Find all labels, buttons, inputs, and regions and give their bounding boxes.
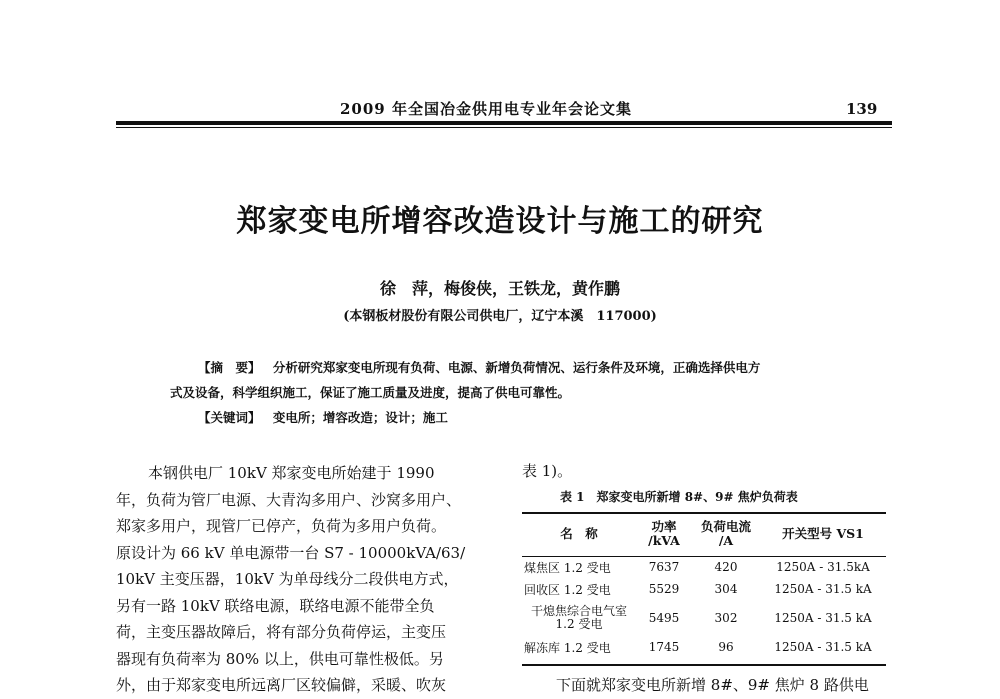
- cell-power: 5529: [648, 582, 680, 596]
- keywords-label: 【关键词】: [198, 410, 261, 425]
- body-line: 器现有负荷率为 80% 以上，供电可靠性极低。另: [116, 649, 444, 668]
- author-list: 徐 萍，梅俊侠，王铁龙，黄作鹏: [379, 279, 620, 298]
- table-row: [522, 636, 886, 658]
- header-power: 功率 /kVA: [648, 519, 680, 548]
- table-caption: 表 1 郑家变电所新增 8#、9# 焦炉负荷表: [560, 490, 798, 504]
- body-line: 本钢供电厂 10kV 郑家变电所始建于 1990: [148, 464, 435, 482]
- abstract-label: 【摘 要】: [198, 360, 261, 375]
- abstract-text-1: 分析研究郑家变电所现有负荷、电源、新增负荷情况、运行条件及环境，正确选择供电方: [272, 360, 761, 375]
- header-switch: 开关型号 VS1: [782, 526, 864, 541]
- cell-switch: 1250A - 31.5 kA: [774, 582, 872, 596]
- header-name: 名 称: [560, 526, 598, 541]
- table-row: [522, 556, 886, 578]
- abstract-line-1: [198, 358, 760, 376]
- keywords-line: [198, 408, 448, 426]
- cell-name: 回收区 1.2 受电: [524, 582, 611, 597]
- body-line: 另有一路 10kV 联络电源，联络电源不能带全负: [116, 596, 435, 615]
- cell-current: 96: [718, 640, 734, 654]
- cell-name: 煤焦区 1.2 受电: [524, 560, 611, 575]
- keywords-text: 变电所；增容改造；设计；施工: [272, 410, 448, 425]
- cell-power: 7637: [648, 560, 680, 574]
- right-column-tail: 下面就郑家变电所新增 8#、9# 焦炉 8 路供电: [556, 676, 869, 694]
- table-bottom-rule: [522, 664, 886, 666]
- cell-power: 5495: [648, 611, 680, 625]
- body-line: 郑家多用户，现管厂已停产，负荷为多用户负荷。: [116, 517, 447, 535]
- body-column-left: [116, 460, 496, 699]
- body-line: 年，负荷为管厂电源、大青沟多用户、沙窝多用户、: [116, 490, 462, 509]
- body-line: 10kV 主变压器，10kV 为单母线分二段供电方式，: [116, 570, 459, 588]
- abstract-text-2: 式及设备，科学组织施工，保证了施工质量及进度，提高了供电可靠性。: [170, 385, 571, 400]
- cell-switch: 1250A - 31.5kA: [776, 560, 870, 574]
- load-table: [522, 512, 886, 658]
- table-reference: 表 1)。: [522, 462, 573, 480]
- article-title: 郑家变电所增容改造设计与施工的研究: [236, 204, 764, 239]
- header-rule-thin: [116, 127, 892, 128]
- cell-current: 302: [714, 611, 738, 625]
- affiliation: (本钢板材股份有限公司供电厂，辽宁本溪 117000): [343, 309, 657, 324]
- cell-switch: 1250A - 31.5 kA: [774, 611, 872, 625]
- cell-name: 干熄焦综合电气室 1.2 受电: [530, 604, 627, 631]
- body-line: 荷，主变压器故障后，将有部分负荷停运，主变压: [116, 623, 447, 641]
- running-header-title: 2009 年全国冶金供用电专业年会论文集: [340, 100, 632, 118]
- cell-current: 420: [714, 560, 738, 574]
- cell-name: 解冻库 1.2 受电: [524, 640, 611, 655]
- cell-current: 304: [714, 582, 738, 596]
- cell-power: 1745: [648, 640, 680, 654]
- page-number: 139: [846, 100, 878, 118]
- header-current: 负荷电流 /A: [700, 519, 751, 548]
- header-rule-thick: [116, 121, 892, 125]
- body-line: 原设计为 66 kV 单电源带一台 S7 - 10000kVA/63/: [116, 543, 466, 562]
- table-row: [522, 600, 886, 636]
- body-line: 外，由于郑家变电所远离厂区较偏僻，采暖、吹灰: [116, 676, 447, 694]
- table-header-row: [522, 512, 886, 556]
- table-row: [522, 578, 886, 600]
- cell-switch: 1250A - 31.5 kA: [774, 640, 872, 654]
